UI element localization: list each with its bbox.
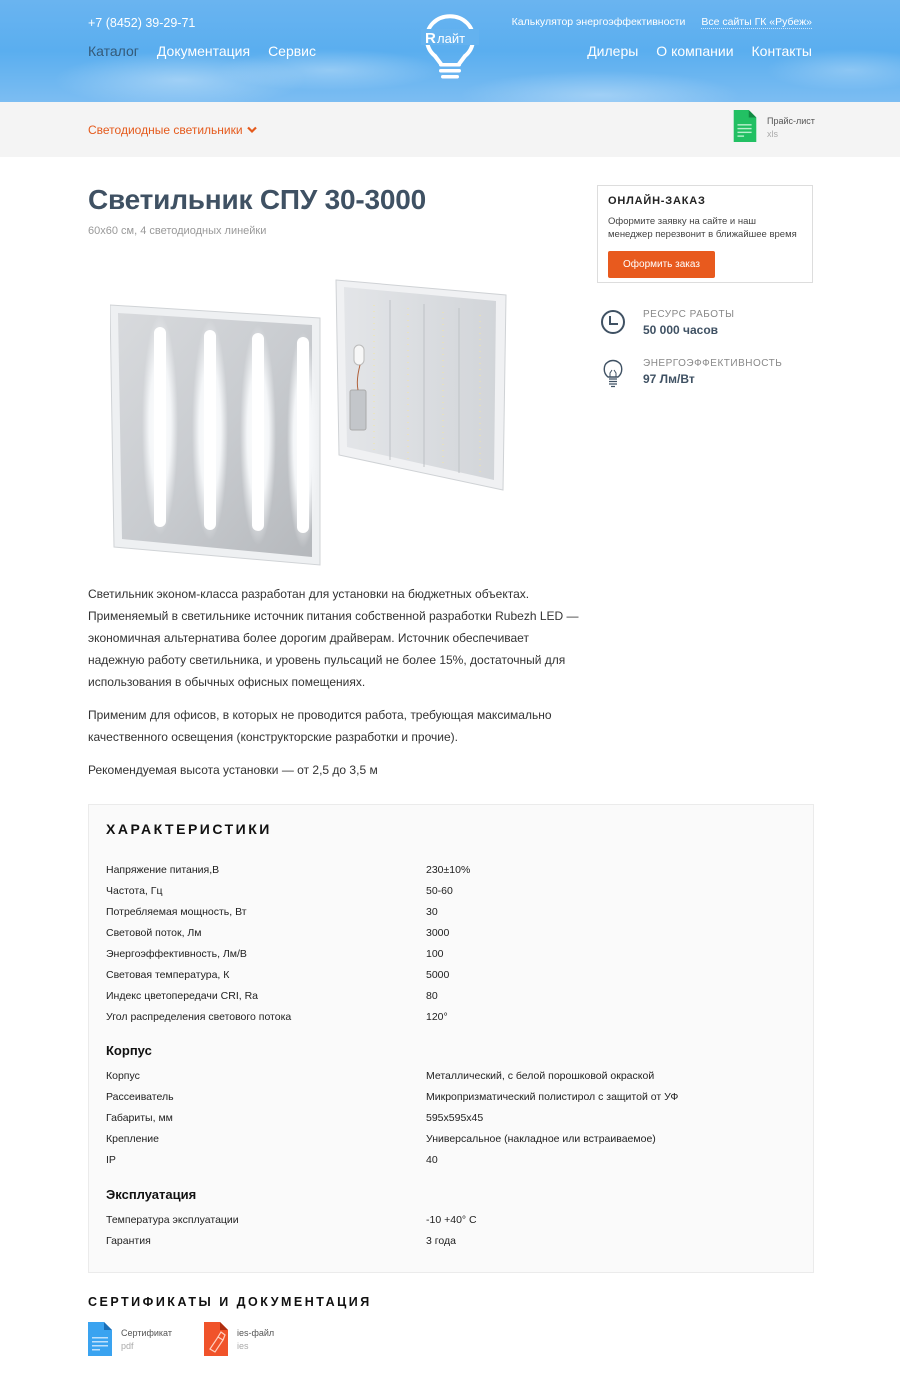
spec-row (106, 1230, 796, 1251)
spec-key: Световая температура, К (106, 968, 230, 981)
spec-value: 595x595x45 (426, 1111, 484, 1124)
spec-value: Универсальное (накладное или встраиваемое) (426, 1132, 656, 1145)
description-paragraph: Светильник эконом-класса разработан для установки на бюджетных объектах. Применяемый в светильнике источник питания собственной разработки Rubezh LED — экономичная альтернатива более дорогим драйверам. Источник обеспечивает надежную работу светильника, и уровень пульсаций не более 15%, достаточный для использования в обычных офисных помещениях. (88, 587, 579, 689)
top-links (512, 16, 812, 29)
stat-label: ЭНЕРГОЭФФЕКТИВНОСТЬ (643, 358, 783, 369)
svg-text:R: R (425, 30, 436, 47)
product-subtitle: 60x60 см, 4 светодиодных линейки (88, 225, 267, 237)
group-title-body: Корпус (106, 1043, 152, 1058)
category-dropdown[interactable] (88, 123, 257, 137)
stat-value: 50 000 часов (643, 323, 719, 337)
price-list-label: Прайс-лист (767, 116, 815, 126)
page-title: Светильник СПУ 30-3000 (88, 184, 427, 215)
spec-key: Температура эксплуатации (106, 1213, 239, 1226)
nav-contacts[interactable]: Контакты (751, 43, 812, 59)
certificate-pdf-link[interactable] (88, 1322, 172, 1356)
site-logo[interactable] (421, 12, 479, 82)
spec-row (106, 1065, 796, 1086)
spec-key: Угол распределения светового потока (106, 1010, 292, 1023)
spec-row (106, 859, 796, 880)
spec-row (106, 1006, 796, 1027)
spec-row (106, 880, 796, 901)
spec-value: 3 года (426, 1234, 456, 1247)
spec-value: -10 +40° С (426, 1213, 477, 1226)
spec-value: 120° (426, 1010, 448, 1023)
spec-key: Индекс цветопередачи CRI, Ra (106, 989, 258, 1002)
category-label: Светодиодные светильники (88, 123, 243, 137)
order-title: ОНЛАЙН-ЗАКАЗ (608, 195, 706, 207)
link-all-sites[interactable]: Все сайты ГК «Рубеж» (701, 16, 812, 28)
spec-key: Крепление (106, 1132, 159, 1145)
spec-row (106, 1128, 796, 1149)
body-specs (106, 1043, 796, 1170)
main-specs (106, 859, 796, 1027)
cert-label: ies-файл (236, 1328, 275, 1338)
main-nav-right (587, 43, 812, 59)
nav-about[interactable]: О компании (656, 43, 734, 59)
spec-key: Частота, Гц (106, 884, 163, 897)
spec-row (106, 985, 796, 1006)
online-order-box (597, 185, 813, 283)
spreadsheet-file-icon (733, 110, 757, 142)
spec-row (106, 901, 796, 922)
spec-value: 80 (426, 989, 438, 1002)
spec-value: 230±10% (426, 863, 471, 876)
spec-key: IP (106, 1153, 116, 1166)
spec-row (106, 922, 796, 943)
characteristics-panel (88, 804, 814, 1273)
spec-key: Световой поток, Лм (106, 926, 202, 939)
spec-value: 3000 (426, 926, 450, 939)
ies-file-link[interactable] (204, 1322, 274, 1356)
lightbulb-icon (600, 358, 626, 388)
site-header (0, 0, 900, 102)
spec-row (106, 1107, 796, 1128)
description-paragraph: Применим для офисов, в которых не проводится работа, требующая максимально качественного освещения (конструкторские разработки и прочие). (88, 708, 552, 744)
product-description (88, 583, 588, 792)
lightbulb-logo-icon (421, 12, 479, 82)
cert-label: Сертификат (121, 1328, 172, 1338)
spec-row (106, 964, 796, 985)
group-title-operation: Эксплуатация (106, 1187, 197, 1202)
operation-specs (106, 1187, 796, 1251)
stat-label: РЕСУРС РАБОТЫ (643, 309, 735, 320)
spec-key: Энергоэффективность, Лм/В (106, 947, 247, 960)
document-file-icon (88, 1322, 112, 1356)
clock-icon (600, 309, 626, 335)
spec-value: Металлический, с белой порошковой окраской (426, 1069, 655, 1082)
chevron-down-icon (247, 126, 257, 134)
spec-key: Габариты, мм (106, 1111, 173, 1124)
price-list-download[interactable] (733, 110, 815, 142)
nav-service[interactable]: Сервис (268, 43, 317, 59)
characteristics-title: ХАРАКТЕРИСТИКИ (106, 821, 272, 837)
spec-value: 40 (426, 1153, 438, 1166)
ies-file-icon (204, 1322, 228, 1356)
order-text: Оформите заявку на сайте и наш менеджер перезвонит в ближайшее время (608, 216, 797, 240)
certificates-list (88, 1322, 274, 1356)
cert-ext: pdf (121, 1341, 134, 1351)
spec-key: Напряжение питания,В (106, 863, 220, 876)
spec-row (106, 1149, 796, 1170)
spec-value: Микропризматический полистирол с защитой от УФ (426, 1090, 679, 1103)
svg-text:лайт: лайт (437, 31, 466, 46)
phone-number[interactable]: +7 (8452) 39-29-71 (88, 16, 196, 30)
spec-key: Корпус (106, 1069, 140, 1082)
spec-row (106, 1209, 796, 1230)
spec-key: Рассеиватель (106, 1090, 174, 1103)
link-energy-calculator[interactable]: Калькулятор энергоэффективности (511, 16, 686, 28)
description-paragraph: Рекомендуемая высота установки — от 2,5 до 3,5 м (88, 763, 378, 777)
place-order-button[interactable]: Оформить заказ (608, 251, 715, 278)
main-nav-left (88, 43, 316, 59)
spec-key: Потребляемая мощность, Вт (106, 905, 247, 918)
category-bar (0, 102, 900, 157)
stat-value: 97 Лм/Вт (643, 372, 695, 386)
stat-efficiency (600, 358, 782, 388)
spec-value: 100 (426, 947, 444, 960)
product-image (110, 275, 510, 570)
nav-catalog[interactable]: Каталог (88, 43, 139, 59)
nav-dealers[interactable]: Дилеры (587, 43, 639, 59)
price-list-ext: xls (767, 129, 778, 139)
spec-value: 50-60 (426, 884, 453, 897)
cert-ext: ies (236, 1341, 249, 1351)
spec-value: 30 (426, 905, 438, 918)
stat-lifetime (600, 309, 735, 337)
spec-row (106, 1086, 796, 1107)
nav-documentation[interactable]: Документация (156, 43, 251, 59)
spec-row (106, 943, 796, 964)
spec-value: 5000 (426, 968, 450, 981)
certificates-title: СЕРТИФИКАТЫ И ДОКУМЕНТАЦИЯ (88, 1295, 372, 1309)
spec-key: Гарантия (106, 1234, 151, 1247)
